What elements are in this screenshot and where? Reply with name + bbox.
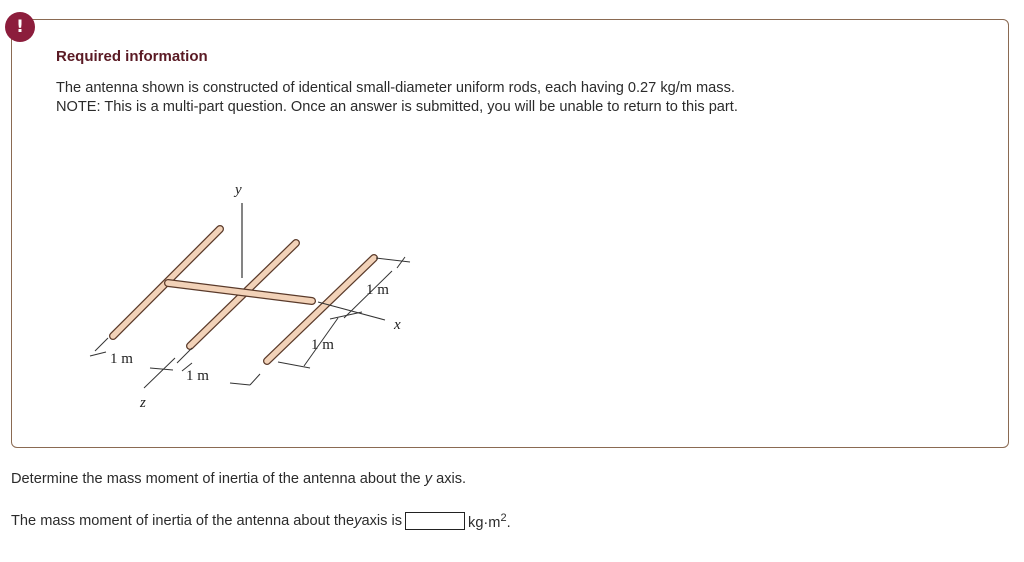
question-post: axis. xyxy=(432,471,467,487)
unit-exponent: 2 xyxy=(500,512,507,524)
question-axis: y xyxy=(424,471,433,487)
dim-label-left-2: 1 m xyxy=(186,368,209,384)
dimension-right xyxy=(278,257,410,368)
dim-label-right-upper: 1 m xyxy=(366,282,389,298)
antenna-figure xyxy=(80,178,420,418)
question-pre: Determine the mass moment of inertia of the antenna about the xyxy=(11,471,425,487)
answer-axis: y xyxy=(354,513,362,530)
unit-tail: . xyxy=(506,514,511,531)
unit-base: kg·m xyxy=(468,514,501,531)
info-description: The antenna shown is constructed of identical small-diameter uniform rods, each having 0.27 kg/m mass. xyxy=(56,80,735,96)
answer-row xyxy=(11,512,511,531)
alert-icon: ! xyxy=(5,12,35,42)
answer-pre: The mass moment of inertia of the antenna about the xyxy=(11,513,355,530)
answer-post: axis is xyxy=(361,513,403,530)
question-text xyxy=(11,471,466,487)
info-title: Required information xyxy=(56,48,208,65)
z-axis-label: z xyxy=(140,395,146,411)
info-note: NOTE: This is a multi-part question. Once an answer is submitted, you will be unable to return to this part. xyxy=(56,99,738,115)
dim-label-right-lower: 1 m xyxy=(311,337,334,353)
answer-unit xyxy=(468,512,511,531)
dim-label-left-1: 1 m xyxy=(110,351,133,367)
answer-input[interactable] xyxy=(405,512,465,530)
x-axis-label: x xyxy=(394,317,401,333)
y-axis-label: y xyxy=(235,182,242,198)
